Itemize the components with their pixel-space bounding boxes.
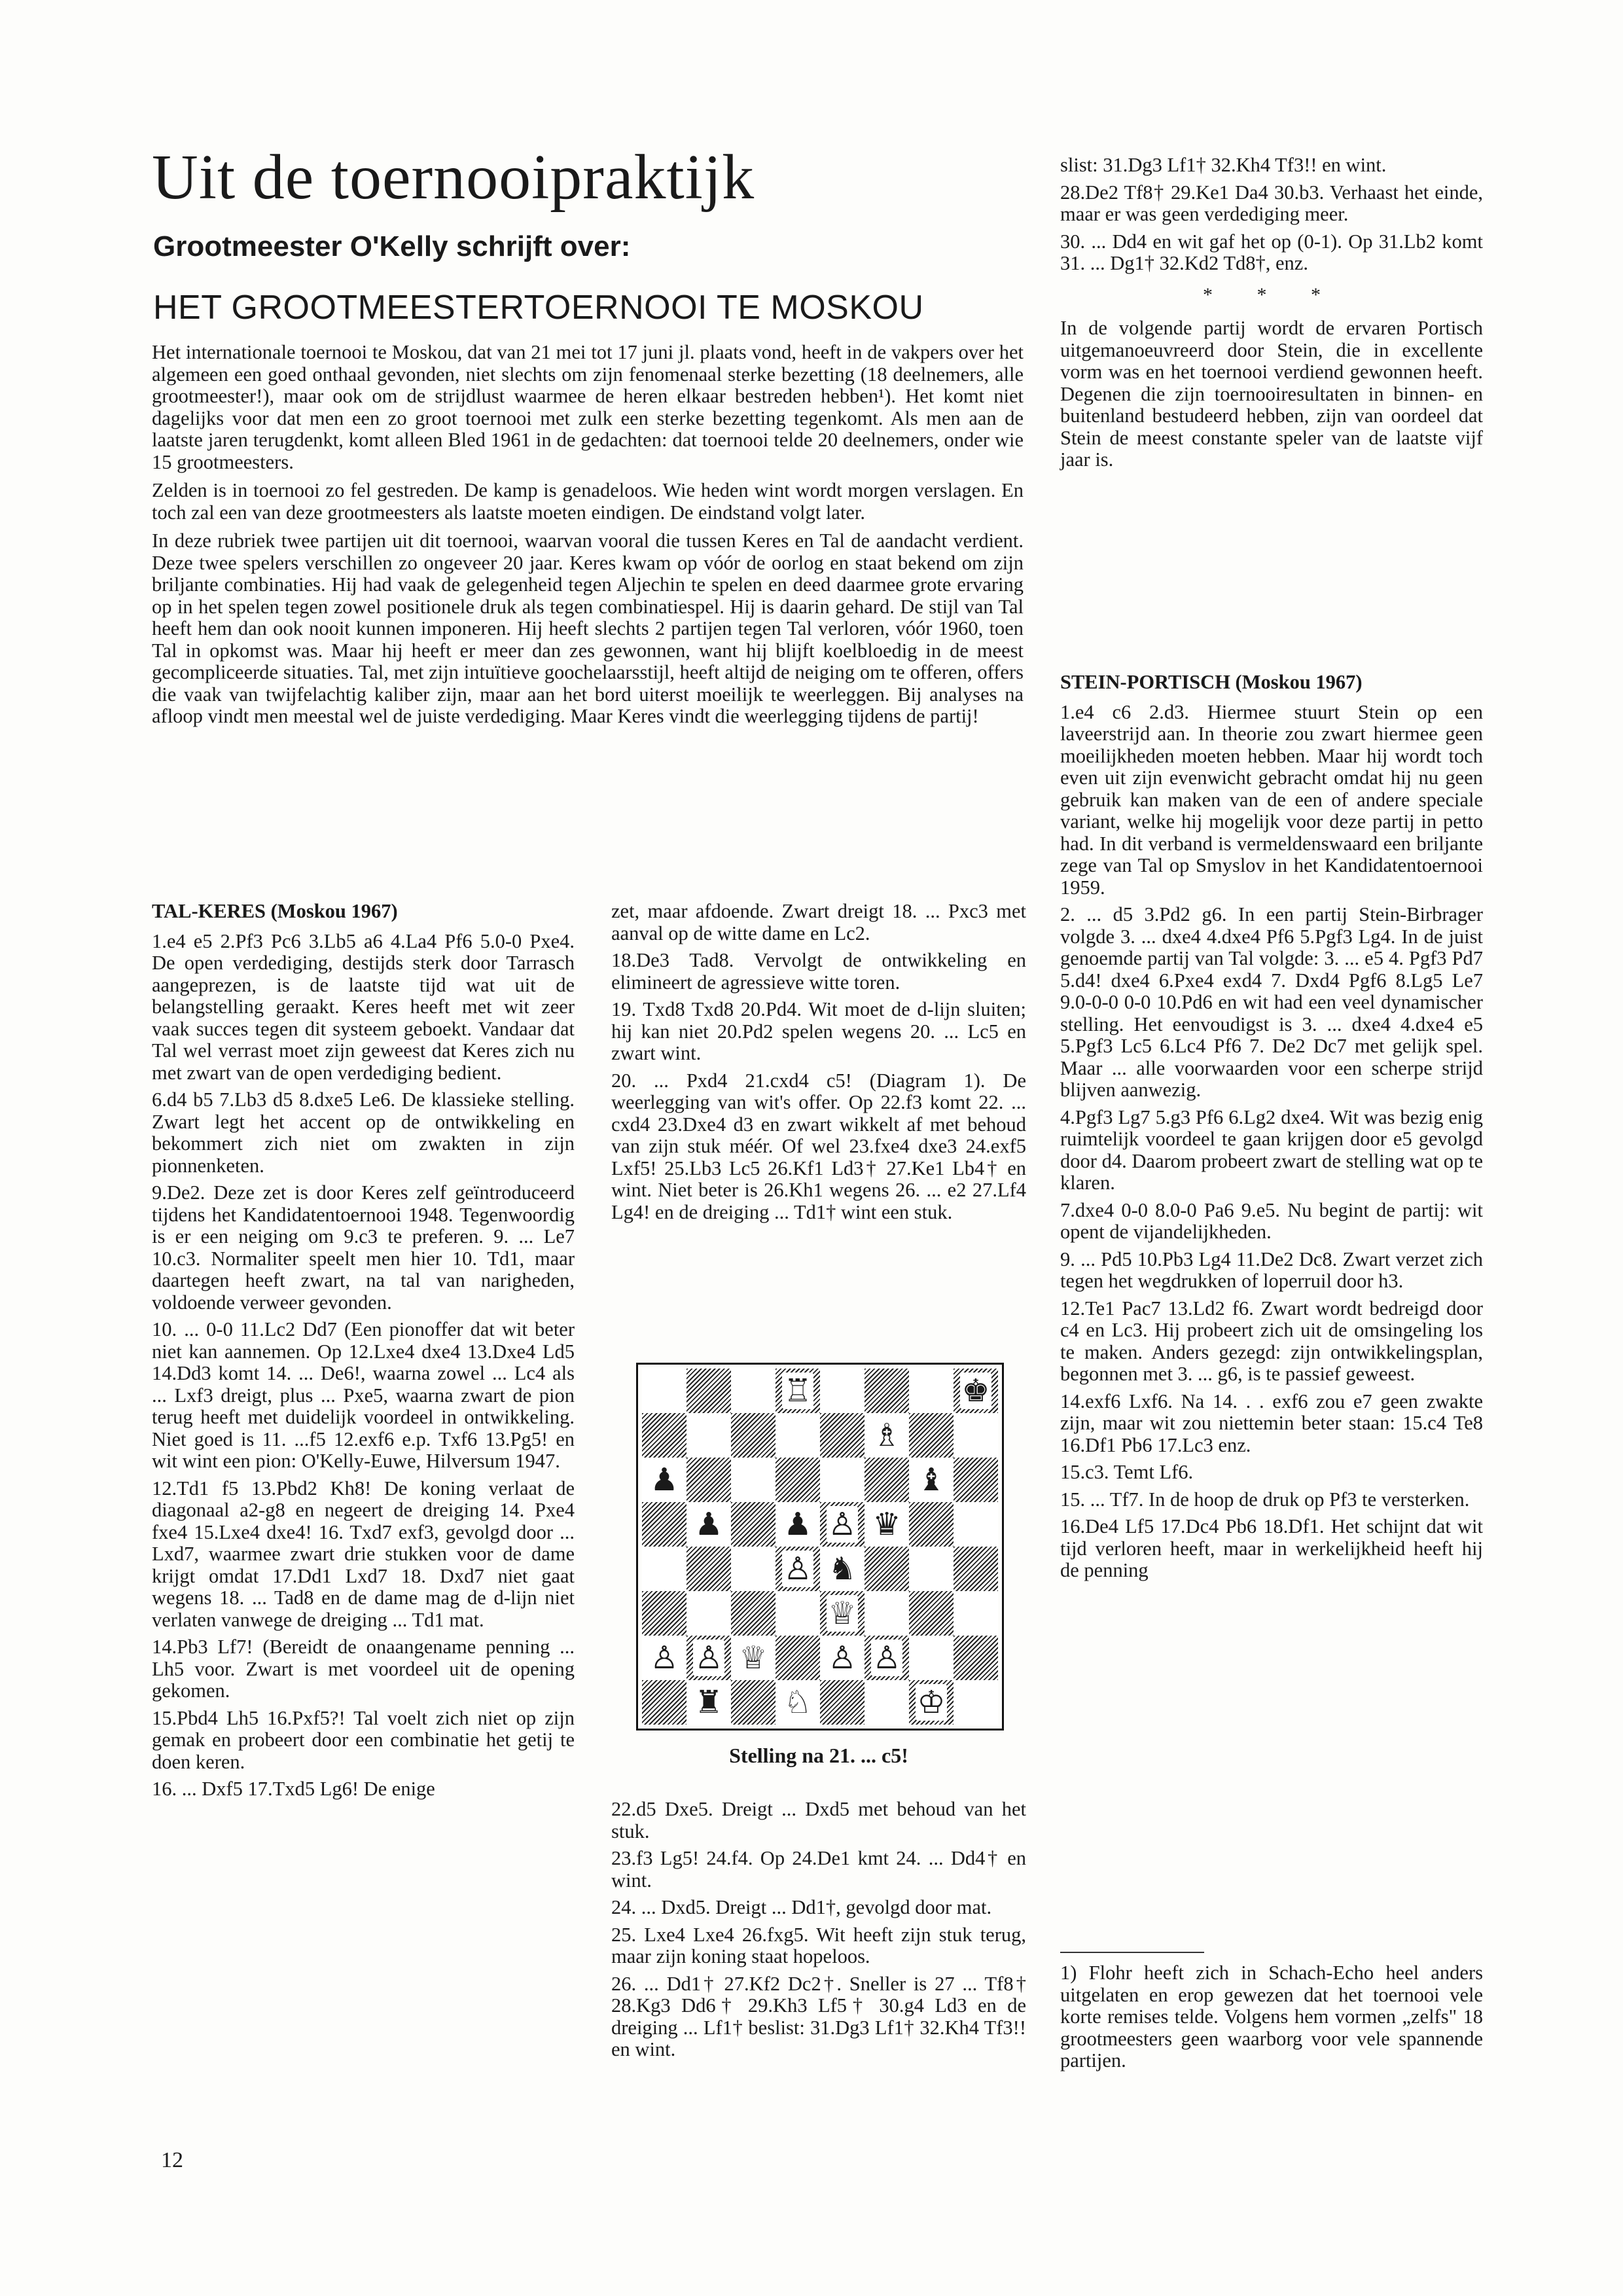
board-square xyxy=(642,1369,687,1413)
board-square xyxy=(865,1636,909,1680)
annotation-paragraph: 9.De2. Deze zet is door Keres zelf geïntroduceerd tijdens het Kandidatentoernooi 1948. Tegenwoordig is er een neiging om 9.c3 te preferen. 9. ... Le7 10.c3. Normaliter speelt men hier 10. Td1, maar daartegen heeft zwart, na tal van narigheden, voldoende verweer gevonden. xyxy=(152,1181,575,1314)
board-square xyxy=(820,1369,865,1413)
footnote-divider xyxy=(1060,1952,1204,1953)
board-square xyxy=(776,1369,820,1413)
board-square xyxy=(687,1502,731,1547)
board-square xyxy=(642,1502,687,1547)
board-square xyxy=(820,1502,865,1547)
board-square xyxy=(642,1413,687,1458)
chess-board xyxy=(642,1369,998,1725)
board-square xyxy=(776,1680,820,1725)
board-square xyxy=(731,1680,776,1725)
section-separator: * * * xyxy=(1203,283,1340,306)
annotation-paragraph: 16. ... Dxf5 17.Txd5 Lg6! De enige xyxy=(152,1778,435,1800)
article-subtitle: Grootmeester O'Kelly schrijft over: xyxy=(153,230,631,262)
board-square xyxy=(642,1591,687,1636)
board-square xyxy=(865,1369,909,1413)
board-square xyxy=(865,1547,909,1591)
chess-piece: ♙ xyxy=(650,1640,679,1676)
annotation-paragraph: 9. ... Pd5 10.Pb3 Lg4 11.De2 Dc8. Zwart verzet zich tegen het wegdrukken of loperruil door h3. xyxy=(1060,1247,1483,1292)
board-square xyxy=(776,1502,820,1547)
annotation-paragraph: 1.e4 c6 2.d3. Hiermee stuurt Stein op een laveerstrijd aan. In theorie zou zwart hiermee geen moeilijkheden moeten hebben. Maar hij wordt toch even uit zijn evenwicht gebracht omdat hij nu geen gebruik kan maken van de een of andere speciale variant, welke hij mogelijk voor deze partij in petto had. In dit verband is vermeldenswaard een briljante zege van Tal op Smyslov in het Kandidatentoernooi 1959. xyxy=(1060,700,1483,899)
intro-paragraph: Zelden is in toernooi zo fel gestreden. De kamp is genadeloos. Wie heden wint wordt morgen verslagen. En toch zal een van deze grootmeesters als laatste moeten eindigen. De eindstand volgt later. xyxy=(152,479,1024,524)
board-square xyxy=(642,1547,687,1591)
chess-piece: ♙ xyxy=(872,1640,901,1676)
chess-piece: ♞ xyxy=(828,1551,857,1587)
portisch-intro: In de volgende partij wordt de ervaren Portisch uitgemanoeuvreerd door Stein, die in excellente vorm was en het toernooi verdiend gewonnen heeft. Degenen die zijn toernooiresultaten in binnen- en buitenland bestudeerd hebben, zijn van oordeel dat Stein de meest constante speler van de laatste vijf jaar is. xyxy=(1060,317,1483,471)
annotation-paragraph: 24. ... Dxd5. Dreigt ... Dd1†, gevolgd door mat. xyxy=(611,1896,992,1918)
board-square xyxy=(954,1636,998,1680)
board-square xyxy=(776,1413,820,1458)
diagram-caption: Stelling na 21. ... c5! xyxy=(729,1744,908,1767)
chess-piece: ♙ xyxy=(828,1506,857,1543)
board-square xyxy=(865,1413,909,1458)
article-title: Uit de toernooipraktijk xyxy=(152,142,755,213)
annotation-paragraph: 26. ... Dd1† 27.Kf2 Dc2†. Sneller is 27 ... Tf8† 28.Kg3 Dd6† 29.Kh3 Lf5† 30.g4 Ld3 en de dreiging ... Lf1† beslist: 31.Dg3 Lf1† 32.Kh4 Tf3!! en wint. xyxy=(611,1972,1026,2060)
chess-piece: ♘ xyxy=(783,1684,812,1721)
chess-piece: ♙ xyxy=(694,1640,723,1676)
annotation-paragraph: 15.Pbd4 Lh5 16.Pxf5?! Tal voelt zich niet op zijn gemak en probeert door een combinatie het getij te doen keren. xyxy=(152,1706,575,1773)
board-square xyxy=(820,1591,865,1636)
chess-diagram xyxy=(636,1363,1004,1731)
annotation-paragraph: 14.exf6 Lxf6. Na 14. . . exf6 zou e7 geen zwakte zijn, maar wit zou niettemin beter staan: 15.c4 Te8 16.Df1 Pb6 17.Lc3 enz. xyxy=(1060,1390,1483,1456)
board-square xyxy=(909,1502,954,1547)
annotation-paragraph: 19. Txd8 Txd8 20.Pd4. Wit moet de d-lijn sluiten; hij kan niet 20.Pd2 spelen wegens 20. ... Lc5 en zwart wint. xyxy=(611,998,1026,1064)
annotation-paragraph: 7.dxe4 0-0 8.0-0 Pa6 9.e5. Nu begint de partij: wit opent de vijandelijkheden. xyxy=(1060,1198,1483,1243)
board-square xyxy=(909,1547,954,1591)
game-title-stein-portisch: STEIN-PORTISCH (Moskou 1967) xyxy=(1060,671,1363,693)
annotation-paragraph: 30. ... Dd4 en wit gaf het op (0-1). Op 31.Lb2 komt 31. ... Dg1† 32.Kd2 Td8†, enz. xyxy=(1060,230,1483,274)
annotation-paragraph: zet, maar afdoende. Zwart dreigt 18. ... Pxc3 met aanval op de witte dame en Lc2. xyxy=(611,900,1026,944)
board-square xyxy=(776,1636,820,1680)
board-square xyxy=(909,1369,954,1413)
board-square xyxy=(687,1458,731,1502)
annotation-paragraph: 16.De4 Lf5 17.Dc4 Pb6 18.Df1. Het schijnt dat wit tijd verloren heeft, maar in werkelijkheid heeft hij de penning xyxy=(1060,1515,1483,1581)
board-square xyxy=(954,1680,998,1725)
annotation-paragraph: 23.f3 Lg5! 24.f4. Op 24.De1 kmt 24. ... Dd4† en wint. xyxy=(611,1847,1026,1892)
board-square xyxy=(909,1413,954,1458)
intro-paragraph: In deze rubriek twee partijen uit dit toernooi, waarvan vooral die tussen Keres en Tal de aandacht verdient. Deze twee spelers verschillen zo ongeveer 20 jaar. Keres kwam op vóór de oorlog en staat bekend om zijn briljante combinaties. Hij had vaak de gelegenheid tegen Aljechin te spelen en deed daarmee grote ervaring op in het spelen tegen zowel positionele druk als tegen combinatiespel. Hij is daarin gehard. De stijl van Tal heeft hem dan ook nooit kunnen imponeren. Hij heeft slechts 2 partijen tegen Tal verloren, vóór 1960, toen Tal in opkomst was. Maar hij heeft er meer dan zes gewonnen, want hij blijft koelbloedig in de meest gecompliceerde situaties. Tal, met zijn intuïtieve goochelaarsstijl, heeft altijd de neiging om te offeren, offers die vaak van twijfelachtig kaliber zijn, maar aan het bord uiterst moeilijk te weerleggen. Bij analyses na afloop vindt men meestal wel de juiste verdediging. Maar Keres vindt die weerlegging tijdens de partij! xyxy=(152,529,1024,727)
annotation-paragraph: 12.Te1 Pac7 13.Ld2 f6. Zwart wordt bedreigd door c4 en Lc3. Hij probeert zich uit de omsingeling los te maken. Anders gezegd: zijn ontwikkelingsplan, begonnen met 3. ... g6, is te passief geweest. xyxy=(1060,1297,1483,1385)
board-square xyxy=(642,1636,687,1680)
annotation-paragraph: slist: 31.Dg3 Lf1† 32.Kh4 Tf3!! en wint. xyxy=(1060,154,1387,176)
board-square xyxy=(687,1413,731,1458)
board-square xyxy=(954,1547,998,1591)
board-square xyxy=(687,1591,731,1636)
board-square xyxy=(731,1413,776,1458)
column-2-continued xyxy=(611,1799,1026,2066)
annotation-paragraph: 6.d4 b5 7.Lb3 d5 8.dxe5 Le6. De klassieke stelling. Zwart legt het accent op de ontwikkeling en bekommert zich niet om zwakten in zijn pionnenketen. xyxy=(152,1088,575,1177)
intro-text xyxy=(152,342,1024,734)
chess-piece: ♛ xyxy=(872,1506,901,1543)
board-square xyxy=(731,1636,776,1680)
board-square xyxy=(731,1547,776,1591)
board-square xyxy=(865,1680,909,1725)
column-3-game xyxy=(1060,672,1483,1587)
chess-piece: ♙ xyxy=(783,1551,812,1587)
annotation-paragraph: 1.e4 e5 2.Pf3 Pc6 3.Lb5 a6 4.La4 Pf6 5.0-0 Pxe4. De open verdediging, destijds sterk door Tarrasch aangeprezen, is de laatste tijd wat uit de belangstelling geraakt. Keres heeft met wit zeer vaak succes tegen dit systeem geboekt. Vandaar dat Tal wel verrast moet zijn geweest dat Keres zich nu met zwart van de open verdediging bedient. xyxy=(152,929,575,1084)
chess-piece: ♔ xyxy=(917,1684,946,1721)
chess-piece: ♙ xyxy=(828,1640,857,1676)
chess-piece: ♟ xyxy=(783,1506,812,1543)
annotation-paragraph: 4.Pgf3 Lg7 5.g3 Pf6 6.Lg2 dxe4. Wit was bezig enig ruimtelijk voordeel te gaan krijgen door e5 gevolgd door d4. Daarom probeert zwart de stelling wat op te klaren. xyxy=(1060,1105,1483,1194)
board-square xyxy=(954,1413,998,1458)
board-square xyxy=(909,1591,954,1636)
column-1 xyxy=(152,901,575,1806)
board-square xyxy=(776,1547,820,1591)
chess-piece: ♗ xyxy=(872,1417,901,1454)
chess-piece: ♜ xyxy=(694,1684,723,1721)
board-square xyxy=(642,1458,687,1502)
annotation-paragraph: 20. ... Pxd4 21.cxd4 c5! (Diagram 1). De weerlegging van wit's offer. Op 22.f3 komt 22. ... cxd4 23.Dxe4 d3 en zwart wikkelt af met behoud van zijn stuk méér. Of wel 23.fxe4 dxe3 24.exf5 Lxf5! 25.Lb3 Lc5 26.Kf1 Ld3† 27.Ke1 Lb4† en wint. Niet beter is 26.Kh1 wegens 26. ... e2 27.Lf4 Lg4! en de dreiging ... Td1† wint een stuk. xyxy=(611,1069,1026,1223)
board-square xyxy=(865,1458,909,1502)
board-square xyxy=(820,1458,865,1502)
chess-piece: ♝ xyxy=(917,1462,946,1498)
chess-piece: ♕ xyxy=(739,1640,768,1676)
chess-piece: ♟ xyxy=(650,1462,679,1498)
annotation-paragraph: 15. ... Tf7. In de hoop de druk op Pf3 te versterken. xyxy=(1060,1488,1470,1511)
annotation-paragraph: 18.De3 Tad8. Vervolgt de ontwikkeling en elimineert de agressieve witte toren. xyxy=(611,949,1026,994)
board-square xyxy=(687,1369,731,1413)
footnote: 1) Flohr heeft zich in Schach-Echo heel anders uitgelaten en erop gewezen dat het toernooi vele korte remises telde. Volgens hem vormen „zelfs" 18 grootmeesters geen waarborg voor vele spannende partijen. xyxy=(1060,1962,1483,2072)
board-square xyxy=(909,1636,954,1680)
chess-piece: ♕ xyxy=(828,1595,857,1632)
board-square xyxy=(731,1591,776,1636)
board-square xyxy=(687,1636,731,1680)
page-number: 12 xyxy=(161,2148,183,2172)
board-square xyxy=(731,1502,776,1547)
board-square xyxy=(731,1458,776,1502)
board-square xyxy=(820,1680,865,1725)
board-square xyxy=(776,1591,820,1636)
board-square xyxy=(820,1413,865,1458)
annotation-paragraph: 14.Pb3 Lf7! (Bereidt de onaangename penning ... Lh5 voor. Zwart is met voordeel uit de opening gekomen. xyxy=(152,1636,575,1702)
chess-piece: ♟ xyxy=(694,1506,723,1543)
board-square xyxy=(865,1591,909,1636)
annotation-paragraph: 25. Lxe4 Lxe4 26.fxg5. Wit heeft zijn stuk terug, maar zijn koning staat hopeloos. xyxy=(611,1923,1026,1967)
board-square xyxy=(909,1458,954,1502)
board-square xyxy=(687,1680,731,1725)
annotation-paragraph: 28.De2 Tf8† 29.Ke1 Da4 30.b3. Verhaast het einde, maar er was geen verdediging meer. xyxy=(1060,181,1483,225)
board-square xyxy=(954,1591,998,1636)
chess-piece: ♚ xyxy=(961,1372,990,1409)
intro-paragraph: Het internationale toernooi te Moskou, dat van 21 mei tot 17 juni jl. plaats vond, heeft in de vakpers over het algemeen een goed onthaal gevonden, niet slechts om zijn fenomenaal sterke bezetting (18 deelnemers, alle grootmeester!), maar ook om de strijdlust waarmee de heren elkaar bestreden hebben¹). Het komt niet dagelijks voor dat men een zo groot toernooi met zulk een sterke bezetting tegenkomt. Als men aan de laatste jaren terugdenkt, komt alleen Bled 1961 in de gedachten: dat toernooi telde 20 deelnemers, onder wie 15 grootmeesters. xyxy=(152,341,1024,473)
board-square xyxy=(731,1369,776,1413)
annotation-paragraph: 2. ... d5 3.Pd2 g6. In een partij Stein-Birbrager volgde 3. ... dxe4 4.dxe4 Pf6 5.Pgf3 Lg4. In de juist genoemde partij van Tal volgde: 3. ... e5 4. Pgf3 Pd7 5.d4! dxe4 6.Pxe4 exd4 7. Dxd4 Pgf6 8.Lg5 Le7 9.0-0-0 0-0 10.Pd6 en wit had een veel dynamischer stelling. Het eenvoudigst is 3. ... dxe4 4.dxe4 e5 5.Pgf3 Lc5 6.Lc4 Pf6 7. De2 Dc7 met gelijk spel. Maar ... alle voorwaarden voor een scherpe strijd blijven aanwezig. xyxy=(1060,903,1483,1101)
board-square xyxy=(909,1680,954,1725)
board-square xyxy=(865,1502,909,1547)
annotation-paragraph: 22.d5 Dxe5. Dreigt ... Dxd5 met behoud van het stuk. xyxy=(611,1798,1026,1842)
column-2 xyxy=(611,901,1026,1229)
board-square xyxy=(954,1502,998,1547)
board-square xyxy=(642,1680,687,1725)
annotation-paragraph: 10. ... 0-0 11.Lc2 Dd7 (Een pionoffer dat wit beter niet kan aannemen. Op 12.Lxe4 dxe4 13.Dxe4 Ld5 14.Dd3 komt 14. ... De6!, waarna zowel ... Lc4 als ... Lxf3 dreigt, plus ... Pxe5, waarna zwart de pion terug heeft met duidelijk voordeel in ontwikkeling. Niet goed is 11. ...f5 12.exf6 e.p. Txf6 13.Pg5! en wit wint een pion: O'Kelly-Euwe, Hilversum 1947. xyxy=(152,1318,575,1472)
chess-piece: ♖ xyxy=(783,1372,812,1409)
column-3 xyxy=(1060,154,1483,476)
game-title-tal-keres: TAL-KERES (Moskou 1967) xyxy=(152,900,398,922)
board-square xyxy=(954,1458,998,1502)
board-square xyxy=(820,1636,865,1680)
article-heading: HET GROOTMEESTERTOERNOOI TE MOSKOU xyxy=(153,289,924,327)
board-square xyxy=(954,1369,998,1413)
annotation-paragraph: 15.c3. Temt Lf6. xyxy=(1060,1461,1194,1483)
board-square xyxy=(776,1458,820,1502)
board-square xyxy=(687,1547,731,1591)
annotation-paragraph: 12.Td1 f5 13.Pbd2 Kh8! De koning verlaat de diagonaal a2-g8 en negeert de dreiging 14. Pxe4 fxe4 15.Lxe4 dxe4! 16. Txd7 exf3, gevolgd door ... Lxd7, waarmee zwart drie stukken voor de dame krijgt omdat 17.Dd1 Lxd7 18. Dxd7 niet gaat wegens 18. ... Tad8 en de dame mag de d-lijn niet verlaten vanwege de dreiging ... Td1 mat. xyxy=(152,1477,575,1631)
board-square xyxy=(820,1547,865,1591)
